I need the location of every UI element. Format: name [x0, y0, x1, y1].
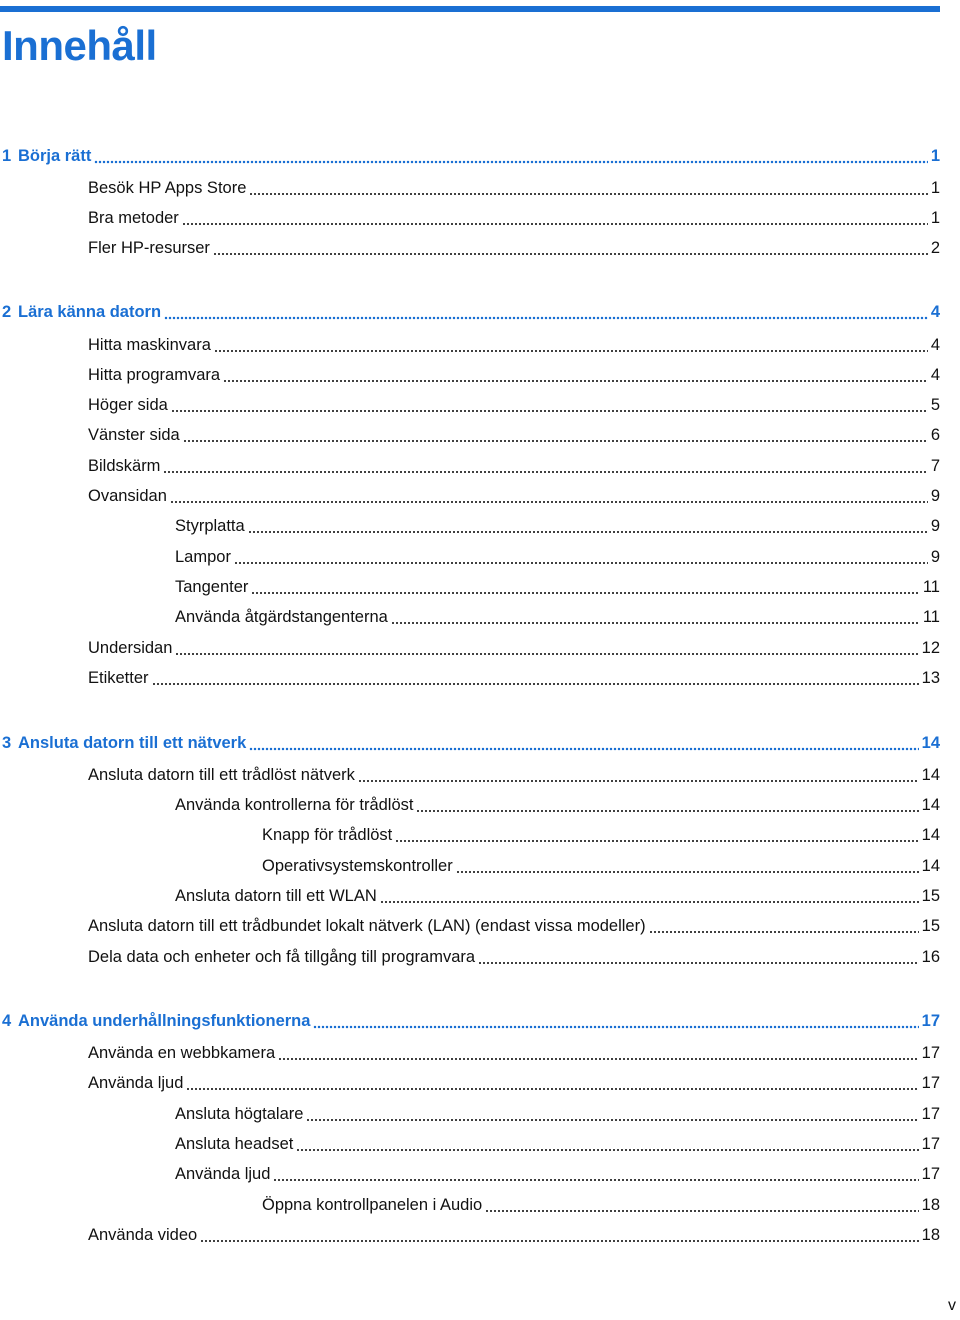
page-ref: 18 [921, 1226, 940, 1244]
page-ref: 17 [921, 1165, 940, 1183]
toc-entry[interactable] [175, 545, 940, 569]
toc-entry[interactable] [88, 945, 940, 969]
page-ref: 13 [921, 669, 940, 687]
page-ref: 11 [922, 608, 940, 626]
dot-leader [182, 222, 928, 226]
dot-leader [183, 439, 928, 443]
dot-leader [164, 316, 928, 320]
entry-title: Tangenter [175, 578, 249, 596]
dot-leader [416, 809, 918, 813]
page-ref: 1 [930, 209, 940, 227]
dot-leader [214, 349, 928, 353]
toc-entry[interactable] [88, 1041, 940, 1065]
page-ref: 14 [921, 796, 940, 814]
entry-title: Ansluta datorn till ett nätverk [18, 734, 247, 752]
dot-leader [223, 379, 928, 383]
toc-entry[interactable] [262, 823, 940, 847]
dot-leader [313, 1025, 918, 1029]
entry-title: Besök HP Apps Store [88, 179, 247, 197]
entry-title: Knapp för trådlöst [262, 826, 393, 844]
dot-leader [249, 192, 927, 196]
toc-entry[interactable] [88, 333, 940, 357]
page-ref: 7 [930, 457, 940, 475]
toc-entry[interactable] [88, 176, 940, 200]
toc-entry[interactable] [88, 1071, 940, 1095]
toc-entry[interactable] [88, 393, 940, 417]
page-ref: 15 [921, 917, 940, 935]
dot-leader [395, 839, 918, 843]
toc-entry[interactable] [175, 575, 940, 599]
page-ref: 9 [930, 548, 940, 566]
dot-leader [391, 621, 920, 625]
dot-leader [649, 930, 919, 934]
page-ref: 16 [921, 948, 940, 966]
dot-leader [278, 1057, 919, 1061]
entry-title: Lära känna datorn [18, 303, 162, 321]
entry-title: Fler HP-resurser [88, 239, 210, 257]
page-ref: 15 [921, 887, 940, 905]
page-ref: 5 [930, 396, 940, 414]
dot-leader [94, 160, 927, 164]
toc-entry[interactable] [175, 884, 940, 908]
dot-leader [306, 1118, 918, 1122]
entry-title: Ansluta datorn till ett trådlöst nätverk [88, 766, 355, 784]
toc-entry[interactable] [175, 1162, 940, 1186]
toc-entry[interactable] [88, 1223, 940, 1247]
page-ref: 4 [930, 303, 940, 321]
entry-title: Använda en webbkamera [88, 1044, 276, 1062]
entry-title: Bildskärm [88, 457, 161, 475]
entry-title: Ansluta datorn till ett trådbundet lokalt nätverk (LAN) (endast vissa modeller) [88, 917, 646, 935]
page-ref: 1 [930, 147, 940, 165]
dot-leader [170, 500, 928, 504]
entry-title: Ovansidan [88, 487, 167, 505]
toc-chapter-3[interactable] [2, 731, 940, 755]
toc-entry[interactable] [262, 1193, 940, 1217]
chapter-number: 3 [2, 734, 12, 752]
dot-leader [485, 1209, 918, 1213]
toc-entry[interactable] [88, 484, 940, 508]
page-ref: 14 [921, 826, 940, 844]
dot-leader [296, 1148, 918, 1152]
dot-leader [213, 252, 928, 256]
toc-entry[interactable] [88, 423, 940, 447]
page-ref: 17 [921, 1012, 940, 1030]
entry-title: Dela data och enheter och få tillgång till programvara [88, 948, 476, 966]
page-ref: 14 [921, 734, 940, 752]
page-ref: 6 [930, 426, 940, 444]
page-ref: 4 [930, 366, 940, 384]
page-ref: 4 [930, 336, 940, 354]
dot-leader [171, 409, 928, 413]
entry-title: Använda underhållningsfunktionerna [18, 1012, 311, 1030]
page-ref: 1 [930, 179, 940, 197]
entry-title: Öppna kontrollpanelen i Audio [262, 1196, 483, 1214]
entry-title: Vänster sida [88, 426, 180, 444]
entry-title: Använda ljud [175, 1165, 271, 1183]
toc-entry[interactable] [88, 454, 940, 478]
page-ref: 14 [921, 857, 940, 875]
chapter-number: 2 [2, 303, 12, 321]
page-ref: 12 [921, 639, 940, 657]
page-number: v [948, 1297, 956, 1314]
dot-leader [456, 870, 919, 874]
chapter-number: 1 [2, 147, 12, 165]
entry-title: Höger sida [88, 396, 168, 414]
page-ref: 17 [921, 1135, 940, 1153]
entry-title: Använda video [88, 1226, 198, 1244]
page-ref: 17 [921, 1044, 940, 1062]
entry-title: Ansluta headset [175, 1135, 294, 1153]
entry-title: Hitta programvara [88, 366, 221, 384]
page-ref: 11 [922, 578, 940, 596]
dot-leader [249, 747, 918, 751]
page-ref: 17 [921, 1074, 940, 1092]
toc-entry[interactable] [175, 1102, 940, 1126]
dot-leader [478, 961, 919, 965]
toc-entry[interactable] [88, 636, 940, 660]
page-ref: 9 [930, 487, 940, 505]
toc-entry[interactable] [88, 363, 940, 387]
dot-leader [234, 561, 928, 565]
toc-entry[interactable] [88, 914, 940, 938]
entry-title: Styrplatta [175, 517, 245, 535]
dot-leader [248, 530, 928, 534]
chapter-number: 4 [2, 1012, 12, 1030]
toc-entry[interactable] [175, 514, 940, 538]
dot-leader [152, 682, 919, 686]
entry-title: Hitta maskinvara [88, 336, 211, 354]
entry-title: Lampor [175, 548, 231, 566]
entry-title: Använda kontrollerna för trådlöst [175, 796, 414, 814]
entry-title: Använda åtgärdstangenterna [175, 608, 388, 626]
toc-entry[interactable] [88, 763, 940, 787]
entry-title: Bra metoder [88, 209, 179, 227]
toc-entry[interactable] [262, 854, 940, 878]
page-ref: 9 [930, 517, 940, 535]
toc-chapter-1[interactable] [2, 144, 940, 168]
toc-entry[interactable] [88, 666, 940, 690]
dot-leader [163, 470, 927, 474]
entry-title: Etiketter [88, 669, 149, 687]
page-ref: 17 [921, 1105, 940, 1123]
entry-title: Använda ljud [88, 1074, 184, 1092]
dot-leader [186, 1087, 918, 1091]
entry-title: Ansluta högtalare [175, 1105, 304, 1123]
toc-entry[interactable] [175, 605, 940, 629]
toc-chapter-4[interactable] [2, 1009, 940, 1033]
entry-title: Börja rätt [18, 147, 92, 165]
dot-leader [175, 652, 918, 656]
toc-chapter-2[interactable] [2, 300, 940, 324]
dot-leader [251, 591, 919, 595]
entry-title: Ansluta datorn till ett WLAN [175, 887, 377, 905]
page-ref: 14 [921, 766, 940, 784]
entry-title: Operativsystemskontroller [262, 857, 453, 875]
page-ref: 2 [930, 239, 940, 257]
entry-title: Undersidan [88, 639, 173, 657]
dot-leader [273, 1178, 918, 1182]
page-title: Innehåll [2, 22, 157, 69]
toc-entry[interactable] [88, 206, 940, 230]
dot-leader [200, 1239, 918, 1243]
dot-leader [358, 779, 919, 783]
toc-entry[interactable] [88, 236, 940, 260]
page-ref: 18 [921, 1196, 940, 1214]
toc-entry[interactable] [175, 1132, 940, 1156]
dot-leader [380, 900, 919, 904]
toc-entry[interactable] [175, 793, 940, 817]
